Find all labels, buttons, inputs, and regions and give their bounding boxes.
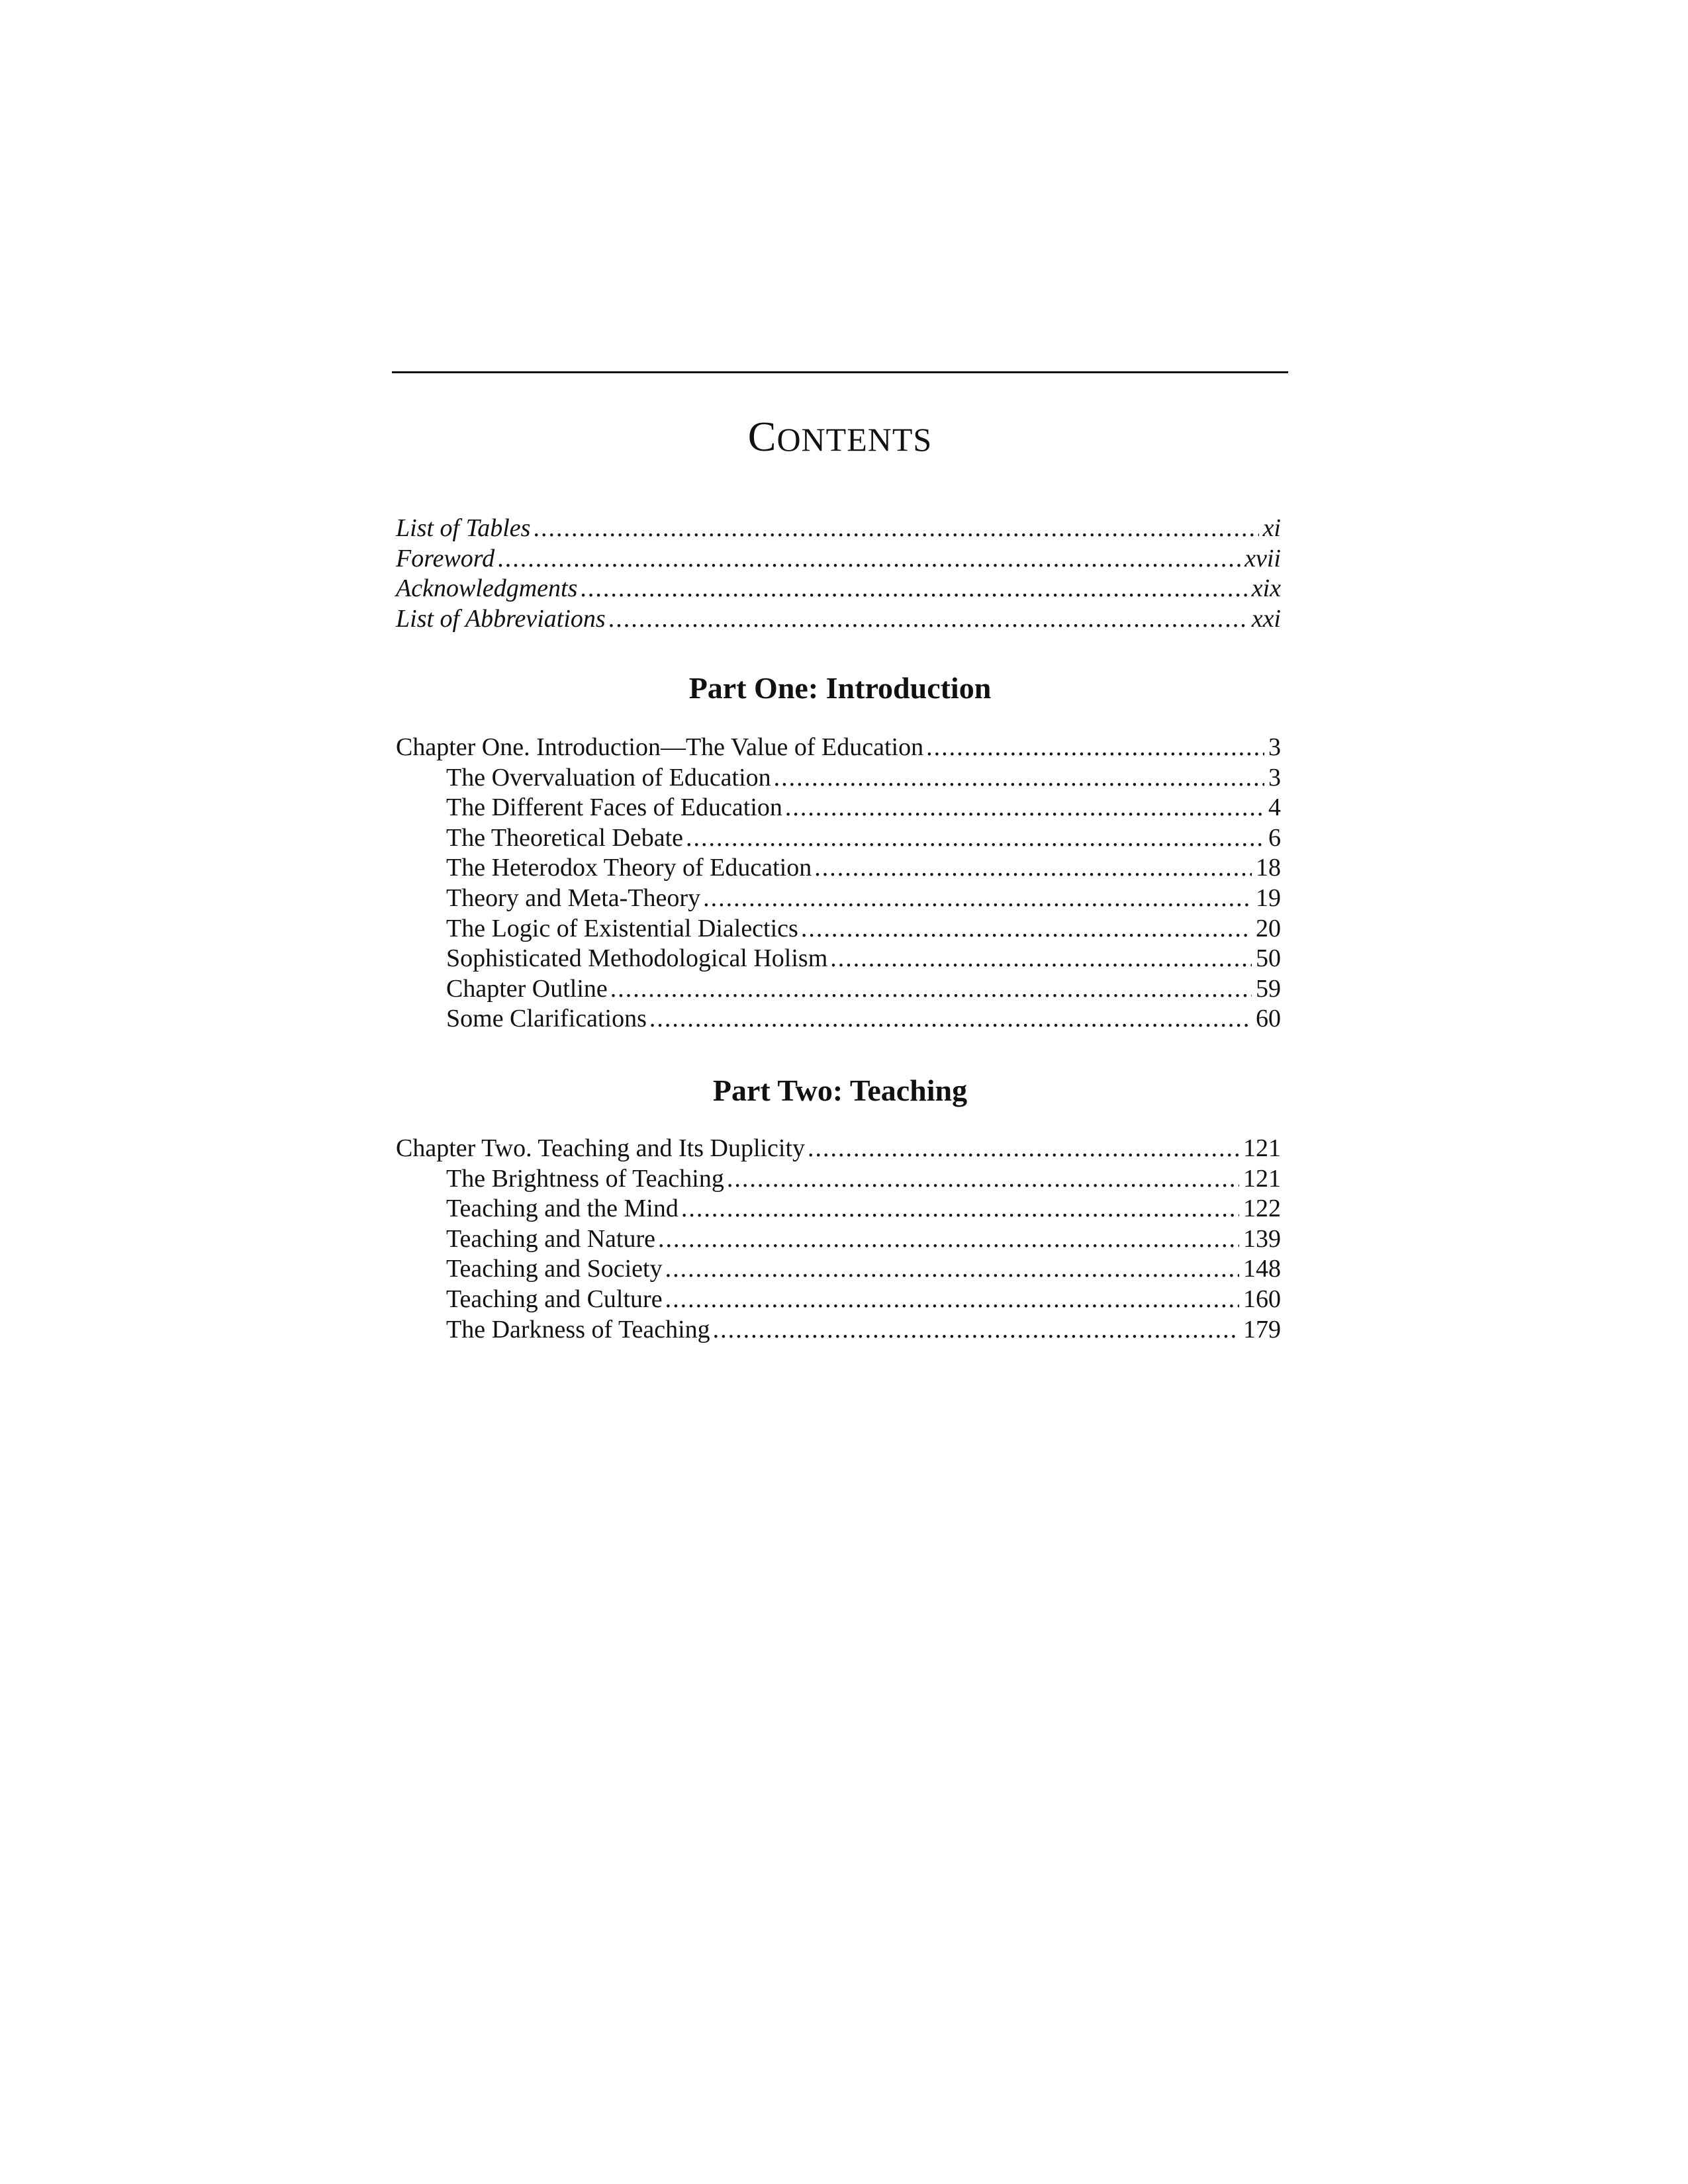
toc-entry[interactable] <box>396 544 1281 574</box>
section-label: Teaching and Nature <box>446 1224 655 1253</box>
title-rest: ONTENTS <box>776 421 933 458</box>
dot-leader <box>665 1285 1239 1315</box>
section-page: 139 <box>1243 1224 1281 1253</box>
section-label: Teaching and the Mind <box>446 1195 679 1223</box>
section-page: 4 <box>1268 794 1281 822</box>
dot-leader <box>497 544 1241 574</box>
dot-leader <box>713 1315 1239 1345</box>
section-page: 19 <box>1256 884 1281 912</box>
top-rule <box>392 371 1288 373</box>
section-page: 6 <box>1268 823 1281 852</box>
section-page: 3 <box>1268 763 1281 792</box>
chapter-page: 3 <box>1268 733 1281 761</box>
chapter-page: 121 <box>1243 1134 1281 1162</box>
section-entry[interactable] <box>396 1315 1281 1345</box>
dot-leader <box>658 1224 1239 1255</box>
section-label: The Brightness of Teaching <box>446 1164 724 1193</box>
chapter-entry[interactable] <box>396 733 1281 763</box>
section-label: The Theoretical Debate <box>446 823 683 852</box>
dot-leader <box>830 944 1252 974</box>
chapter-label: Chapter One. Introduction—The Value of Education <box>396 733 924 761</box>
dot-leader <box>774 763 1264 794</box>
section-entry[interactable] <box>396 1164 1281 1195</box>
dot-leader <box>801 914 1252 944</box>
section-entry[interactable] <box>396 823 1281 854</box>
section-page: 179 <box>1243 1315 1281 1343</box>
dot-leader <box>681 1194 1239 1224</box>
section-entry[interactable] <box>396 974 1281 1005</box>
section-entry[interactable] <box>396 944 1281 974</box>
section-entry[interactable] <box>396 1224 1281 1255</box>
section-entry[interactable] <box>396 853 1281 884</box>
section-entry[interactable] <box>396 763 1281 794</box>
section-entry[interactable] <box>396 884 1281 914</box>
section-page: 122 <box>1243 1195 1281 1223</box>
section-label: Teaching and Society <box>446 1255 663 1283</box>
dot-leader <box>703 884 1252 914</box>
section-label: Sophisticated Methodological Holism <box>446 944 828 973</box>
section-label: Some Clarifications <box>446 1005 647 1033</box>
section-label: The Different Faces of Education <box>446 794 782 822</box>
page-title <box>392 410 1288 466</box>
part-two-list <box>396 1134 1281 1345</box>
dot-leader <box>649 1004 1252 1034</box>
section-label: Theory and Meta-Theory <box>446 884 701 912</box>
dot-leader <box>808 1134 1239 1164</box>
dot-leader <box>580 574 1247 604</box>
toc-entry[interactable] <box>396 574 1281 604</box>
dot-leader <box>533 514 1258 544</box>
part-two-heading: Part Two: Teaching <box>712 1073 968 1107</box>
dot-leader <box>727 1164 1239 1195</box>
section-entry[interactable] <box>396 1285 1281 1315</box>
section-label: The Logic of Existential Dialectics <box>446 914 798 942</box>
toc-entry-label: List of Abbreviations <box>396 604 606 633</box>
toc-entry-label: Acknowledgments <box>396 574 578 603</box>
section-label: Teaching and Culture <box>446 1285 663 1313</box>
title-initial: C <box>747 413 777 460</box>
section-page: 18 <box>1256 854 1281 882</box>
toc-entry-label: List of Tables <box>396 514 531 542</box>
toc-entry[interactable] <box>396 514 1281 544</box>
section-entry[interactable] <box>396 914 1281 944</box>
toc-entry-page: xix <box>1251 574 1281 603</box>
section-page: 148 <box>1243 1255 1281 1283</box>
section-page: 50 <box>1256 944 1281 973</box>
section-entry[interactable] <box>396 1004 1281 1034</box>
chapter-entry[interactable] <box>396 1134 1281 1164</box>
toc-entry-page: xxi <box>1251 604 1281 633</box>
section-label: The Overvaluation of Education <box>446 763 771 792</box>
dot-leader <box>814 853 1252 884</box>
toc-entry-page: xvii <box>1244 544 1281 572</box>
section-page: 121 <box>1243 1164 1281 1193</box>
toc-entry-page: xi <box>1262 514 1281 542</box>
section-page: 59 <box>1256 974 1281 1003</box>
toc-entry-label: Foreword <box>396 544 495 572</box>
section-page: 60 <box>1256 1005 1281 1033</box>
section-entry[interactable] <box>396 1254 1281 1285</box>
part-one-heading: Part One: Introduction <box>688 671 992 705</box>
chapter-label: Chapter Two. Teaching and Its Duplicity <box>396 1134 806 1162</box>
section-label: The Darkness of Teaching <box>446 1315 710 1343</box>
dot-leader <box>926 733 1264 763</box>
section-page: 160 <box>1243 1285 1281 1313</box>
section-label: Chapter Outline <box>446 974 608 1003</box>
toc-entry[interactable] <box>396 604 1281 635</box>
dot-leader <box>665 1254 1239 1285</box>
dot-leader <box>785 793 1264 823</box>
dot-leader <box>608 604 1248 635</box>
front-matter-list <box>396 514 1281 634</box>
section-entry[interactable] <box>396 1194 1281 1224</box>
section-label: The Heterodox Theory of Education <box>446 854 812 882</box>
dot-leader <box>610 974 1252 1005</box>
part-one-list <box>396 733 1281 1034</box>
dot-leader <box>686 823 1264 854</box>
section-entry[interactable] <box>396 793 1281 823</box>
section-page: 20 <box>1256 914 1281 942</box>
